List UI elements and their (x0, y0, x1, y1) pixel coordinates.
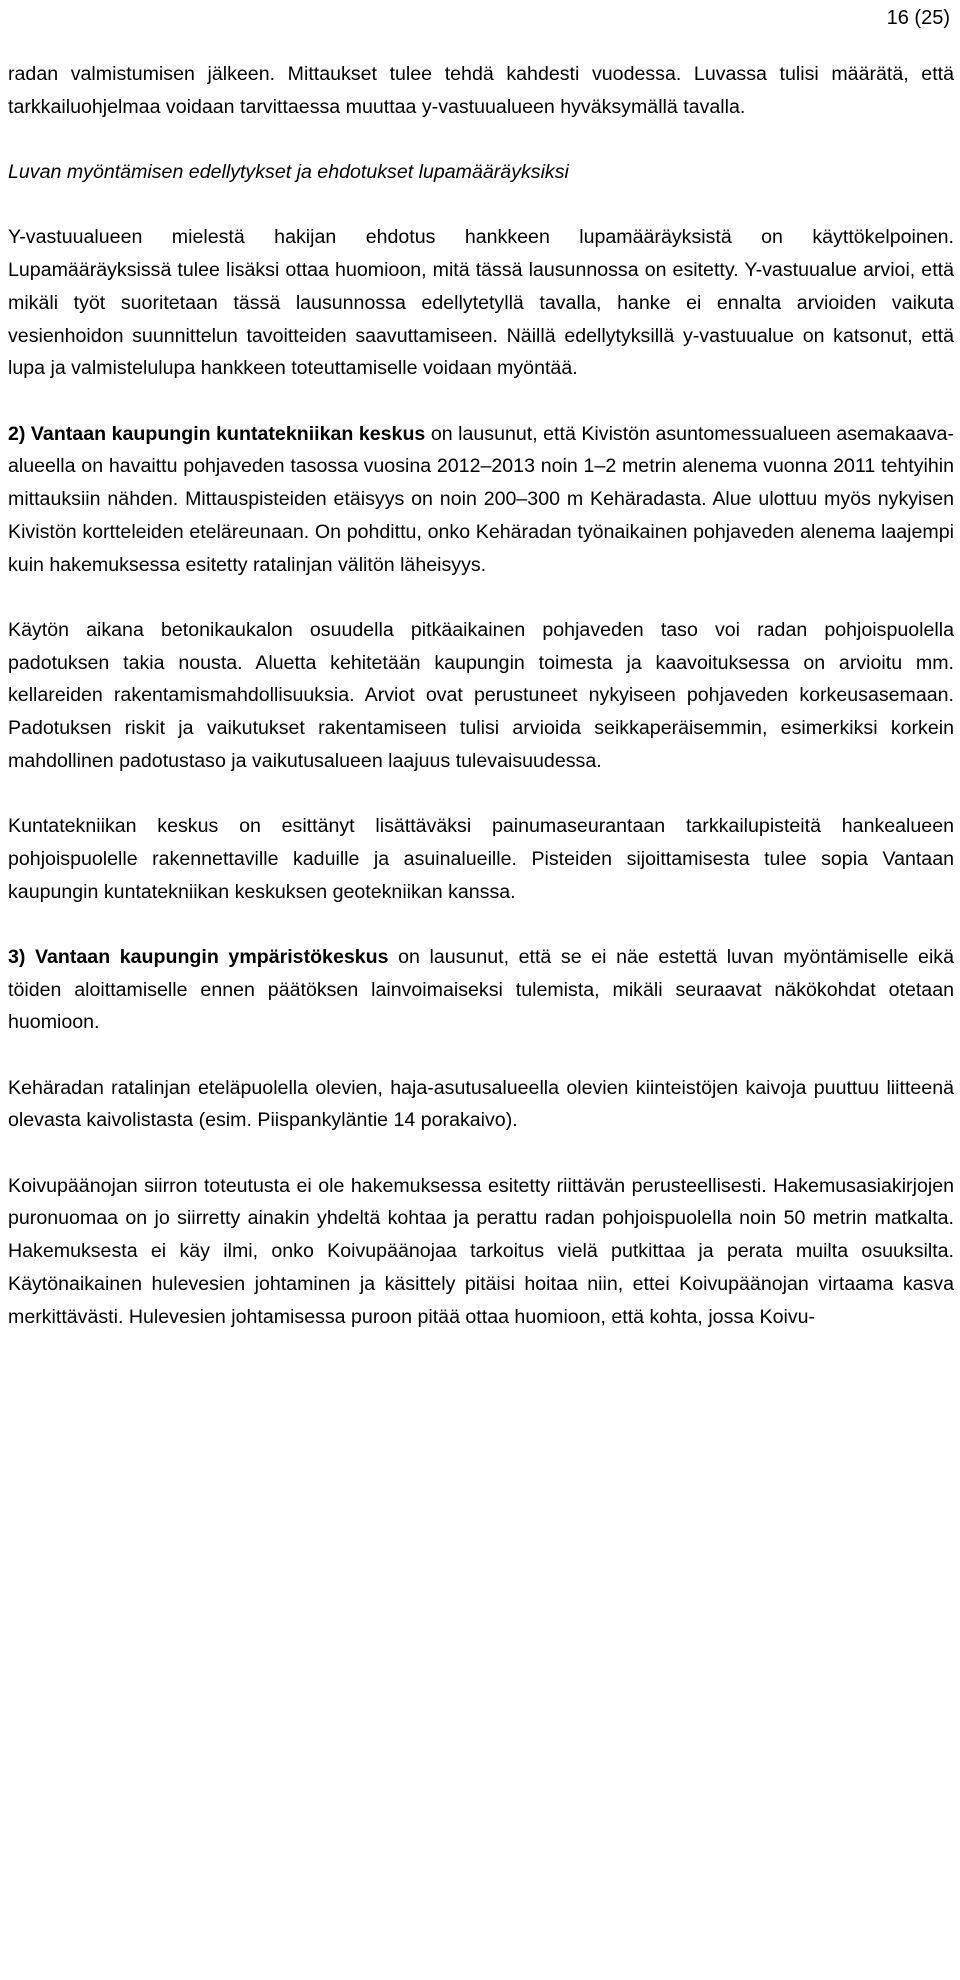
page-number: 16 (25) (886, 7, 950, 29)
document-body (8, 58, 954, 1333)
section-heading: Luvan myöntämisen edellytykset ja ehdotukset lupamääräyksiksi (8, 161, 569, 184)
paragraph-koivupaanoja: Koivupäänojan siirron toteutusta ei ole hakemuksessa esitetty riittävän perusteellisesti. Hakemusasiakirjojen puronuomaa on jo siirretty ainakin yhdeltä kohtaa ja perattu radan pohjoispuolella noin 50 metrin matkalta. Hakemuksesta ei käy ilmi, onko Koivupäänojaa tarkoitus vielä putkittaa ja perata muilta osuuksilta. Käytönaikainen hulevesien johtaminen ja käsittely pitäisi hoitaa niin, ettei Koivupäänojan virtaama kasva merkittävästi. Hulevesien johtamisessa puroon pitää ottaa huomioon, että kohta, jossa Koivu- (8, 1174, 954, 1328)
paragraph-permit-conditions: Y-vastuualueen mielestä hakijan ehdotus hankkeen lupamääräyksistä on käyttökelpoinen. Lupamääräyksissä tulee lisäksi ottaa huomioon, mitä tässä lausunnossa on esitetty. Y-vastuualue arvioi, että mikäli työt suoritetaan tässä lausunnossa edellytetyllä tavalla, hanke ei ennalta arvioiden vaikuta vesienhoidon suunnittelun tavoitteiden saavuttamiseen. Näillä edellytyksillä y-vastuualue on katsonut, että lupa ja valmistelulupa hankkeen toteuttamiselle voidaan myöntää. (8, 226, 954, 380)
statement-2-text: on lausunut, että Kivistön asuntomessualueen asemakaava-alueella on havaittu pohjaveden tasossa vuosina 2012–2013 noin 1–2 metrin alenema vuonna 2011 tehtyihin mittauksiin nähden. Mittauspisteiden etäisyys on noin 200–300 m Kehäradasta. Alue ulottuu myös nykyisen Kivistön kortteleiden eteläreunaan. On pohdittu, onko Kehäradan työnaikainen pohjaveden alenema laajempi kuin hakemuksessa esitetty ratalinjan välitön läheisyys. (8, 422, 954, 576)
paragraph-groundwater-use: Käytön aikana betonikaukalon osuudella pitkäaikainen pohjaveden taso voi radan pohjoispuolella padotuksen takia nousta. Aluetta kehitetään kaupungin toimesta ja kaavoituksessa on arvioitu mm. kellareiden rakentamismahdollisuuksia. Arviot ovat perustuneet nykyiseen pohjaveden korkeusasemaan. Padotuksen riskit ja vaikutukset rakentamiseen tulisi arvioida seikkaperäisemmin, esimerkiksi korkein mahdollinen padotustaso ja vaikutusalueen laajuus tulevaisuudessa. (8, 618, 954, 772)
statement-2-author: 2) Vantaan kaupungin kuntatekniikan keskus (8, 422, 426, 445)
paragraph-monitoring: radan valmistumisen jälkeen. Mittaukset tulee tehdä kahdesti vuodessa. Luvassa tulisi määrätä, että tarkkailuohjelmaa voidaan tarvittaessa muuttaa y-vastuualueen hyväksymällä tavalla. (8, 63, 954, 118)
statement-3-author: 3) Vantaan kaupungin ympäristökeskus (8, 945, 389, 968)
paragraph-statement-2 (8, 418, 954, 582)
paragraph-statement-3 (8, 941, 954, 1039)
paragraph-wells: Kehäradan ratalinjan eteläpuolella olevien, haja-asutusalueella olevien kiinteistöjen kaivoja puuttuu liitteenä olevasta kaivolistasta (esim. Piispankyläntie 14 porakaivo). (8, 1076, 954, 1132)
statement-3-text: on lausunut, että se ei näe estettä luvan myöntämiselle eikä töiden aloittamiselle ennen päätöksen lainvoimaiseksi tulemista, mikäli seuraavat näkökohdat otetaan huomioon. (8, 945, 954, 1034)
paragraph-settlement-monitoring: Kuntatekniikan keskus on esittänyt lisättäväksi painumaseurantaan tarkkailupisteitä hankealueen pohjoispuolelle rakennettaville kaduille ja asuinalueille. Pisteiden sijoittamisesta tulee sopia Vantaan kaupungin kuntatekniikan keskuksen geotekniikan kanssa. (8, 815, 954, 903)
